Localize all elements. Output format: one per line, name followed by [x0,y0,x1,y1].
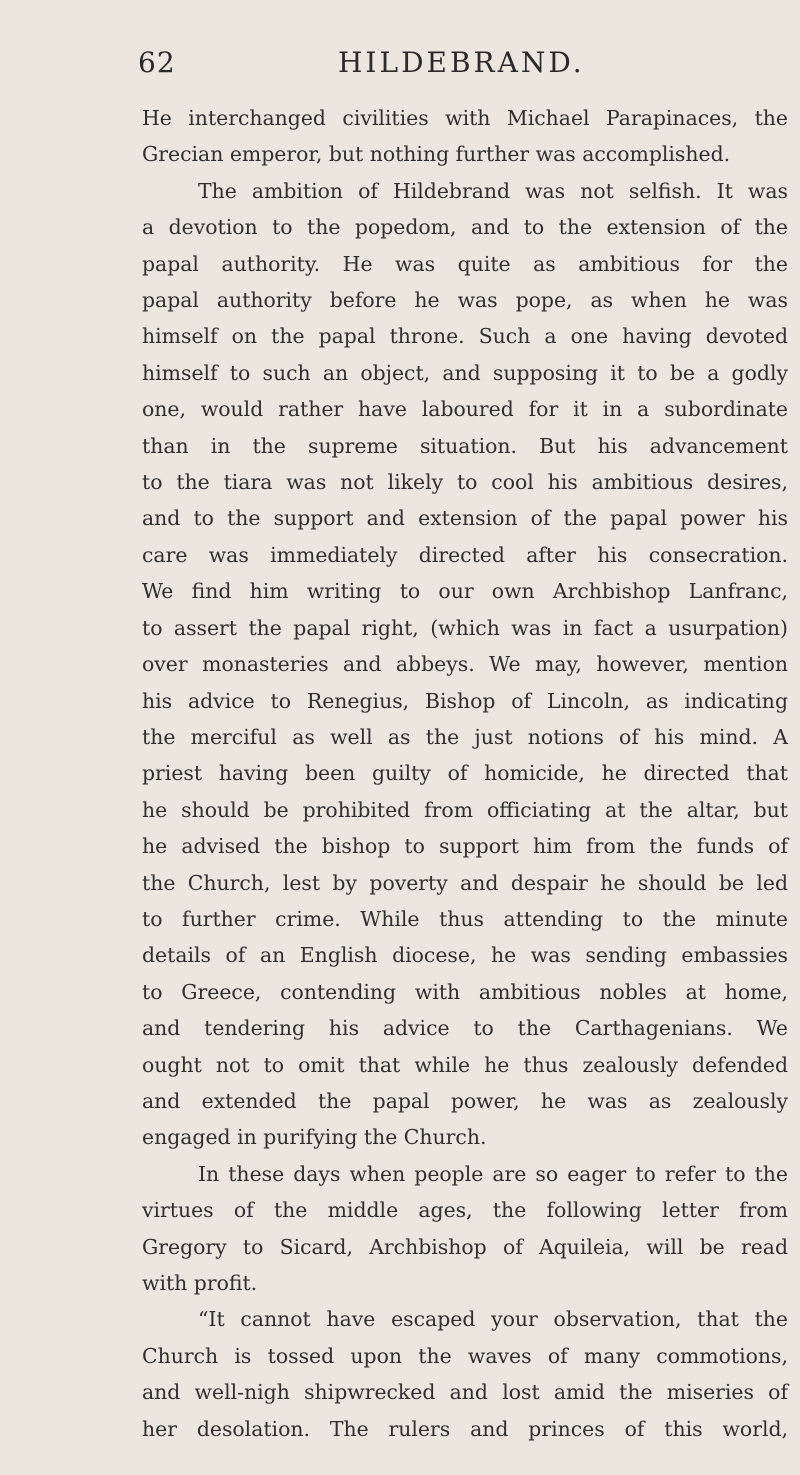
text-line: Grecian emperor, but nothing further was accomplished. [142,142,731,167]
text-line: her desolation. The rulers and princes of this world, [142,1416,788,1441]
text-line: Church is tossed upon the waves of many commotions, [142,1343,788,1368]
text-line: We find him writing to our own Archbishop Lanfranc, [142,579,788,604]
text-line: the Church, lest by poverty and despair he should be led [142,870,788,895]
text-line: he advised the bishop to support him from the funds of [142,834,788,859]
text-line: to the tiara was not likely to cool his ambitious desires, [142,470,788,495]
text-line: virtues of the middle ages, the following letter from [142,1198,788,1223]
text-line: ought not to omit that while he thus zealously defended [142,1052,788,1077]
text-line: his advice to Renegius, Bishop of Lincoln, as indicating [142,688,788,713]
text-line: and well-nigh shipwrecked and lost amid the miseries of [142,1380,788,1405]
text-line: Gregory to Sicard, Archbishop of Aquileia, will be read [142,1234,788,1259]
text-line: and tendering his advice to the Carthagenians. We [142,1016,788,1041]
text-line: to further crime. While thus attending to the minute [142,906,788,931]
text-line: with profit. [142,1271,258,1295]
text-line: papal authority. He was quite as ambitious for the [142,251,788,276]
body-text [142,100,788,1447]
text-line: one, would rather have laboured for it in a subordinate [142,397,788,422]
text-line: papal authority before he was pope, as when he was [142,288,788,313]
text-line: The ambition of Hildebrand was not selfish. It was [198,178,788,203]
text-line: and to the support and extension of the papal power his [142,506,788,531]
text-line: engaged in purifying the Church. [142,1125,487,1150]
text-line: to assert the papal right, (which was in fact a usurpation) [142,615,788,640]
text-line: himself to such an object, and supposing it to be a godly [142,360,788,385]
text-line: priest having been guilty of homicide, he directed that [142,761,788,786]
text-line: In these days when people are so eager to refer to the [198,1161,788,1186]
text-line: than in the supreme situation. But his advancement [142,433,788,458]
text-line: care was immediately directed after his consecration. [142,542,788,567]
text-line: the merciful as well as the just notions of his mind. A [142,724,788,749]
text-line: to Greece, contending with ambitious nobles at home, [142,979,788,1004]
page-number: 62 [138,46,176,79]
text-line: himself on the papal throne. Such a one having devoted [142,324,788,349]
text-line: a devotion to the popedom, and to the extension of the [142,215,788,240]
text-line: over monasteries and abbeys. We may, however, mention [142,652,788,677]
running-title: HILDEBRAND. [338,46,585,79]
text-line: details of an English diocese, he was sending embassies [142,943,788,968]
text-line: “It cannot have escaped your observation, that the [198,1307,788,1332]
text-line: He interchanged civilities with Michael Parapinaces, the [142,106,788,130]
text-line: he should be prohibited from officiating at the altar, but [142,797,788,822]
page-header [138,44,698,84]
text-line: and extended the papal power, he was as zealously [142,1088,788,1113]
